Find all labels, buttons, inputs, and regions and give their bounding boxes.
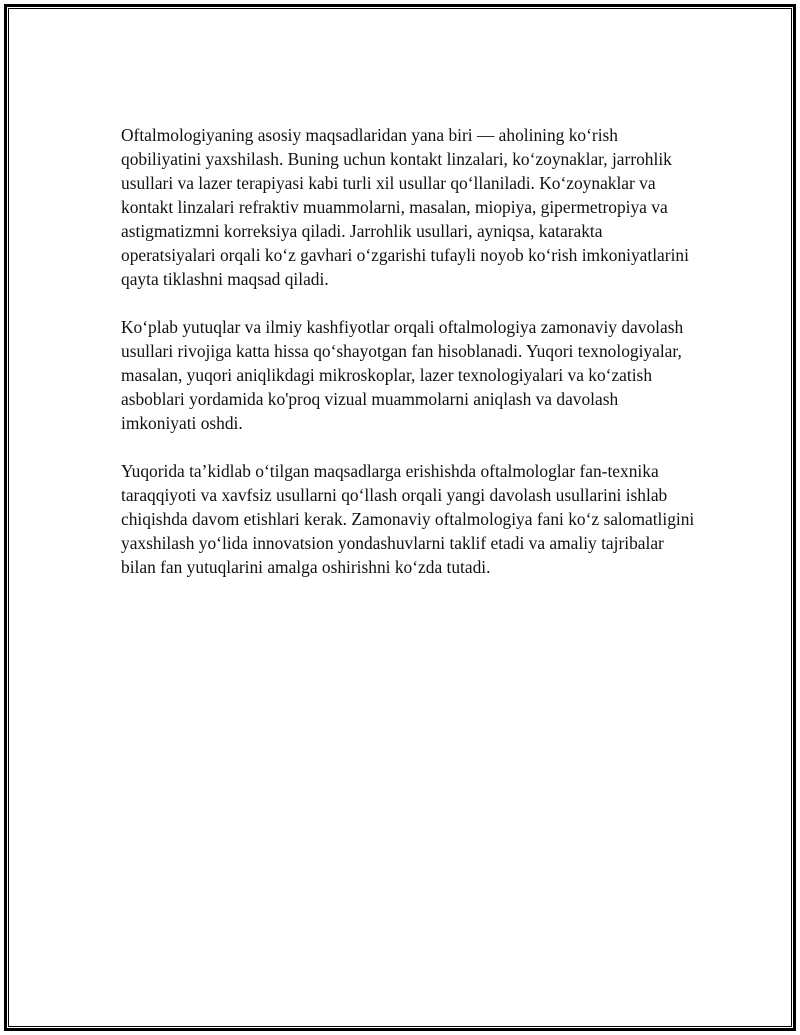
paragraph-2: Ko‘plab yutuqlar va ilmiy kashfiyotlar orqali oftalmologiya zamonaviy davolash usullari rivojiga katta hissa qo‘shayotgan fan hisoblanadi. Yuqori texnologiyalar, masalan, yuqori aniqlikdagi mikroskoplar, lazer texnologiyalari va ko‘zatish asboblari yordamida ko'proq vizual muammolarni aniqlash va davolash imkoniyati oshdi. — [121, 317, 684, 433]
paragraph-3: Yuqorida ta’kidlab o‘tilgan maqsadlarga erishishda oftalmologlar fan-texnika taraqqiyoti va xavfsiz usullarni qo‘llash orqali yangi davolash usullarini ishlab chiqishda davom etishlari kerak. Zamonaviy oftalmologiya fani ko‘z salomatligini yaxshilash yo‘lida innovatsion yondashuvlarni taklif etadi va amaliy tajribalar bilan fan yutuqlarini amalga oshirishni ko‘zda tutadi. — [121, 461, 695, 577]
document-body — [121, 123, 695, 579]
paragraph-1: Oftalmologiyaning asosiy maqsadlaridan yana biri — aholining ko‘rish qobiliyatini yaxshilash. Buning uchun kontakt linzalari, ko‘zoynaklar, jarrohlik usullari va lazer terapiyasi kabi turli xil usullar qo‘llaniladi. Ko‘zoynaklar va kontakt linzalari refraktiv muammolarni, masalan, miopiya, gipermetropiya va astigmatizmni korreksiya qiladi. Jarrohlik usullari, ayniqsa, katarakta operatsiyalari orqali ko‘z gavhari o‘zgarishi tufayli noyob ko‘rish imkoniyatlarini qayta tiklashni maqsad qiladi. — [121, 125, 689, 289]
page-border — [4, 4, 796, 1031]
